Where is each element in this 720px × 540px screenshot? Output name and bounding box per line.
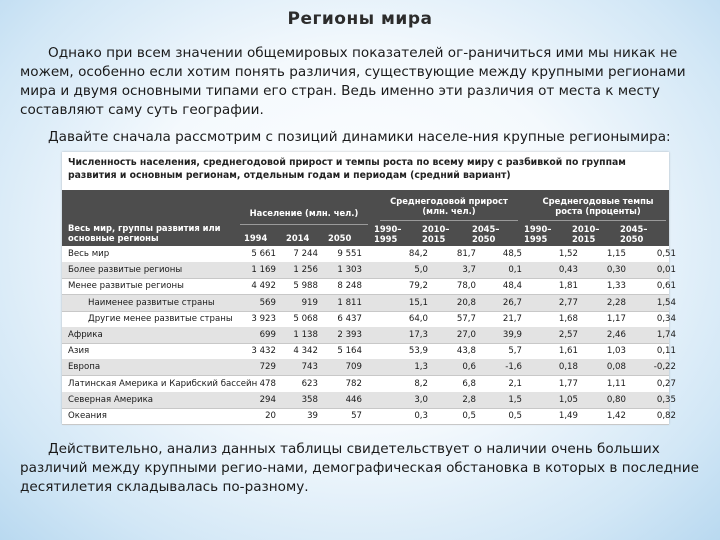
table-cell: 1,3: [414, 362, 428, 373]
table-cell: 53,9: [408, 346, 428, 357]
table-cell: 1,61: [558, 346, 578, 357]
table-cell: 7 244: [293, 249, 318, 259]
table-cell: 64,0: [408, 313, 428, 324]
table-cell: 5 988: [293, 281, 318, 292]
table-cell: 2,57: [558, 330, 578, 340]
table-cell: 81,7: [456, 249, 476, 259]
population-table: [62, 152, 676, 424]
table-cell: 39: [307, 411, 318, 421]
table-cell: 699: [259, 330, 276, 340]
table-cell: -1,6: [505, 362, 522, 373]
table-cell: 478: [259, 378, 276, 389]
table-cell: 0,1: [508, 265, 522, 276]
table-row: [62, 376, 676, 393]
table-cell: 358: [301, 394, 318, 405]
row-label: Азия: [68, 346, 90, 357]
table-cell: 0,80: [606, 394, 626, 405]
table-cell: 78,0: [456, 281, 476, 292]
table-row: [62, 295, 676, 312]
header-divider: [530, 220, 666, 221]
table-cell: 709: [345, 362, 362, 373]
table-cell: 0,5: [508, 411, 522, 421]
table-cell: 27,0: [456, 330, 476, 340]
table-cell: 0,82: [656, 411, 676, 421]
table-cell: 0,3: [414, 411, 428, 421]
header-population-group: Население (млн. чел.): [249, 208, 359, 218]
table-cell: 5,0: [414, 265, 428, 276]
row-label: Другие менее развитые страны: [88, 313, 233, 324]
table-lead-paragraph: Давайте сначала рассмотрим с позиций динамики населе-ния крупные регионымира:: [48, 129, 671, 145]
table-cell: 6 437: [337, 313, 362, 324]
table-cell: 5 661: [251, 249, 276, 259]
header-period: 1990–1995 годы: [524, 224, 552, 254]
table-cell: 0,51: [656, 249, 676, 259]
table-cell: 0,01: [656, 265, 676, 276]
table-cell: 2 393: [337, 330, 362, 340]
table-cell: 623: [301, 378, 318, 389]
table-cell: 39,9: [502, 330, 522, 340]
table-cell: 8 248: [337, 281, 362, 292]
table-row: [62, 262, 676, 279]
table-cell: 1,05: [558, 394, 578, 405]
table-cell: 2,28: [606, 297, 626, 308]
table-cell: 0,27: [656, 378, 676, 389]
table-cell: 17,3: [408, 330, 428, 340]
header-divider: [380, 220, 518, 221]
header-period: 2045–2050 годы: [472, 224, 500, 254]
table-cell: 0,34: [656, 313, 676, 324]
row-label: Африка: [68, 330, 103, 340]
table-cell: 5,7: [508, 346, 522, 357]
table-cell: 0,43: [558, 265, 578, 276]
table-cell: 21,7: [502, 313, 522, 324]
table-cell: 1,49: [558, 411, 578, 421]
table-cell: 1,74: [656, 330, 676, 340]
table-cell: 0,18: [558, 362, 578, 373]
table-cell: 1 138: [293, 330, 318, 340]
header-period: 1990–1995 годы: [374, 224, 402, 254]
table-cell: 3,0: [414, 394, 428, 405]
table-cell: 1,81: [558, 281, 578, 292]
table-cell: 2,77: [558, 297, 578, 308]
table-cell: 1 256: [293, 265, 318, 276]
table-cell: 84,2: [408, 249, 428, 259]
table-cell: 57: [351, 411, 362, 421]
table-caption: Численность населения, среднегодовой прирост и темпы роста по всему миру с разбивкой по группам развития и основным регионам, отдельным годам и периодам (средний вариант): [68, 157, 626, 181]
header-period: 2010–2015 годы: [572, 224, 600, 254]
table-cell: 446: [345, 394, 362, 405]
row-label: Латинская Америка и Карибский бассейн: [68, 378, 258, 389]
table-cell: 5 068: [293, 313, 318, 324]
table-row: [62, 327, 676, 344]
table-cell: 79,2: [408, 281, 428, 292]
table-row: [62, 246, 676, 263]
table-cell: 3 923: [251, 313, 276, 324]
table-cell: 57,7: [456, 313, 476, 324]
table-cell: 2,1: [508, 378, 522, 389]
table-cell: 1,42: [606, 411, 626, 421]
table-cell: 20: [265, 411, 276, 421]
table-cell: 0,11: [656, 346, 676, 357]
table-cell: 1 169: [251, 265, 276, 276]
table-cell: 1,52: [558, 249, 578, 259]
header-region: Весь мир, группы развития или основные регионы: [68, 223, 221, 243]
row-label: Европа: [68, 362, 101, 373]
table-cell: 9 551: [337, 249, 362, 259]
table-cell: 1,17: [606, 313, 626, 324]
table-cell: 0,30: [606, 265, 626, 276]
table-cell: 48,5: [502, 249, 522, 259]
table-cell: 5 164: [337, 346, 362, 357]
table-cell: 1 811: [337, 297, 362, 308]
table-cell: 0,08: [606, 362, 626, 373]
table-cell: 43,8: [456, 346, 476, 357]
table-cell: 1,68: [558, 313, 578, 324]
table-cell: 1,15: [606, 249, 626, 259]
header-year: 2050 год: [328, 233, 352, 253]
row-label: Менее развитые регионы: [68, 281, 184, 292]
table-cell: 1,77: [558, 378, 578, 389]
table-cell: 0,61: [656, 281, 676, 292]
table-cell: 1 303: [337, 265, 362, 276]
table-cell: 1,11: [606, 378, 626, 389]
table-cell: -0,22: [653, 362, 676, 373]
header-year: 2014 год: [286, 233, 310, 253]
header-increase-group: Среднегодовой прирост (млн. чел.): [390, 196, 508, 216]
conclusion-paragraph: Действительно, анализ данных таблицы свидетельствует о наличии очень больших различий между крупными регио-нами, демографическая обстановка в которых в последние десятилетия складывалась по-разному.: [20, 441, 699, 495]
table-cell: 20,8: [456, 297, 476, 308]
row-label: Более развитые регионы: [68, 265, 183, 276]
table-cell: 294: [259, 394, 276, 405]
table-cell: 569: [259, 297, 276, 308]
table-cell: 1,5: [508, 394, 522, 405]
table-cell: 1,03: [606, 346, 626, 357]
header-period: 2045–2050 годы: [620, 224, 648, 254]
table-cell: 1,54: [656, 297, 676, 308]
header-year: 1994 год: [244, 233, 268, 253]
table-cell: 0,35: [656, 394, 676, 405]
table-row: [62, 359, 676, 376]
row-label: Северная Америка: [68, 394, 154, 405]
table-cell: 743: [301, 362, 318, 373]
table-row: [62, 343, 676, 360]
table-cell: 6,8: [462, 378, 476, 389]
table-cell: 3,7: [462, 265, 476, 276]
table-row: [62, 392, 676, 409]
row-label: Наименее развитые страны: [88, 297, 215, 308]
table-cell: 782: [345, 378, 362, 389]
table-cell: 8,2: [414, 378, 428, 389]
table-row: [62, 311, 676, 328]
table-cell: 2,46: [606, 330, 626, 340]
table-cell: 2,8: [462, 394, 476, 405]
table-row: [62, 408, 676, 425]
row-label: Весь мир: [68, 249, 110, 259]
table-cell: 919: [301, 297, 318, 308]
table-cell: 4 492: [251, 281, 276, 292]
intro-paragraph: Однако при всем значении общемировых показателей ог-раничиться ими мы никак не можем, особенно если хотим понять различия, существующие между крупными регионами мира и двумя основными типами его стран. Ведь именно эти различия от места к месту составляют саму суть географии.: [20, 45, 686, 118]
row-label: Океания: [68, 411, 107, 421]
table-cell: 48,4: [502, 281, 522, 292]
table-cell: 26,7: [502, 297, 522, 308]
table-cell: 0,5: [462, 411, 476, 421]
table-cell: 15,1: [408, 297, 428, 308]
table-cell: 3 432: [251, 346, 276, 357]
header-divider: [240, 224, 368, 225]
table-row: [62, 278, 676, 295]
table-cell: 0,6: [462, 362, 476, 373]
table-cell: 1,33: [606, 281, 626, 292]
page-title: Регионы мира: [287, 9, 433, 29]
header-period: 2010–2015 годы: [422, 224, 450, 254]
table-cell: 729: [259, 362, 276, 373]
header-rate-group: Среднегодовые темпы роста (проценты): [542, 196, 654, 216]
table-cell: 4 342: [293, 346, 318, 357]
